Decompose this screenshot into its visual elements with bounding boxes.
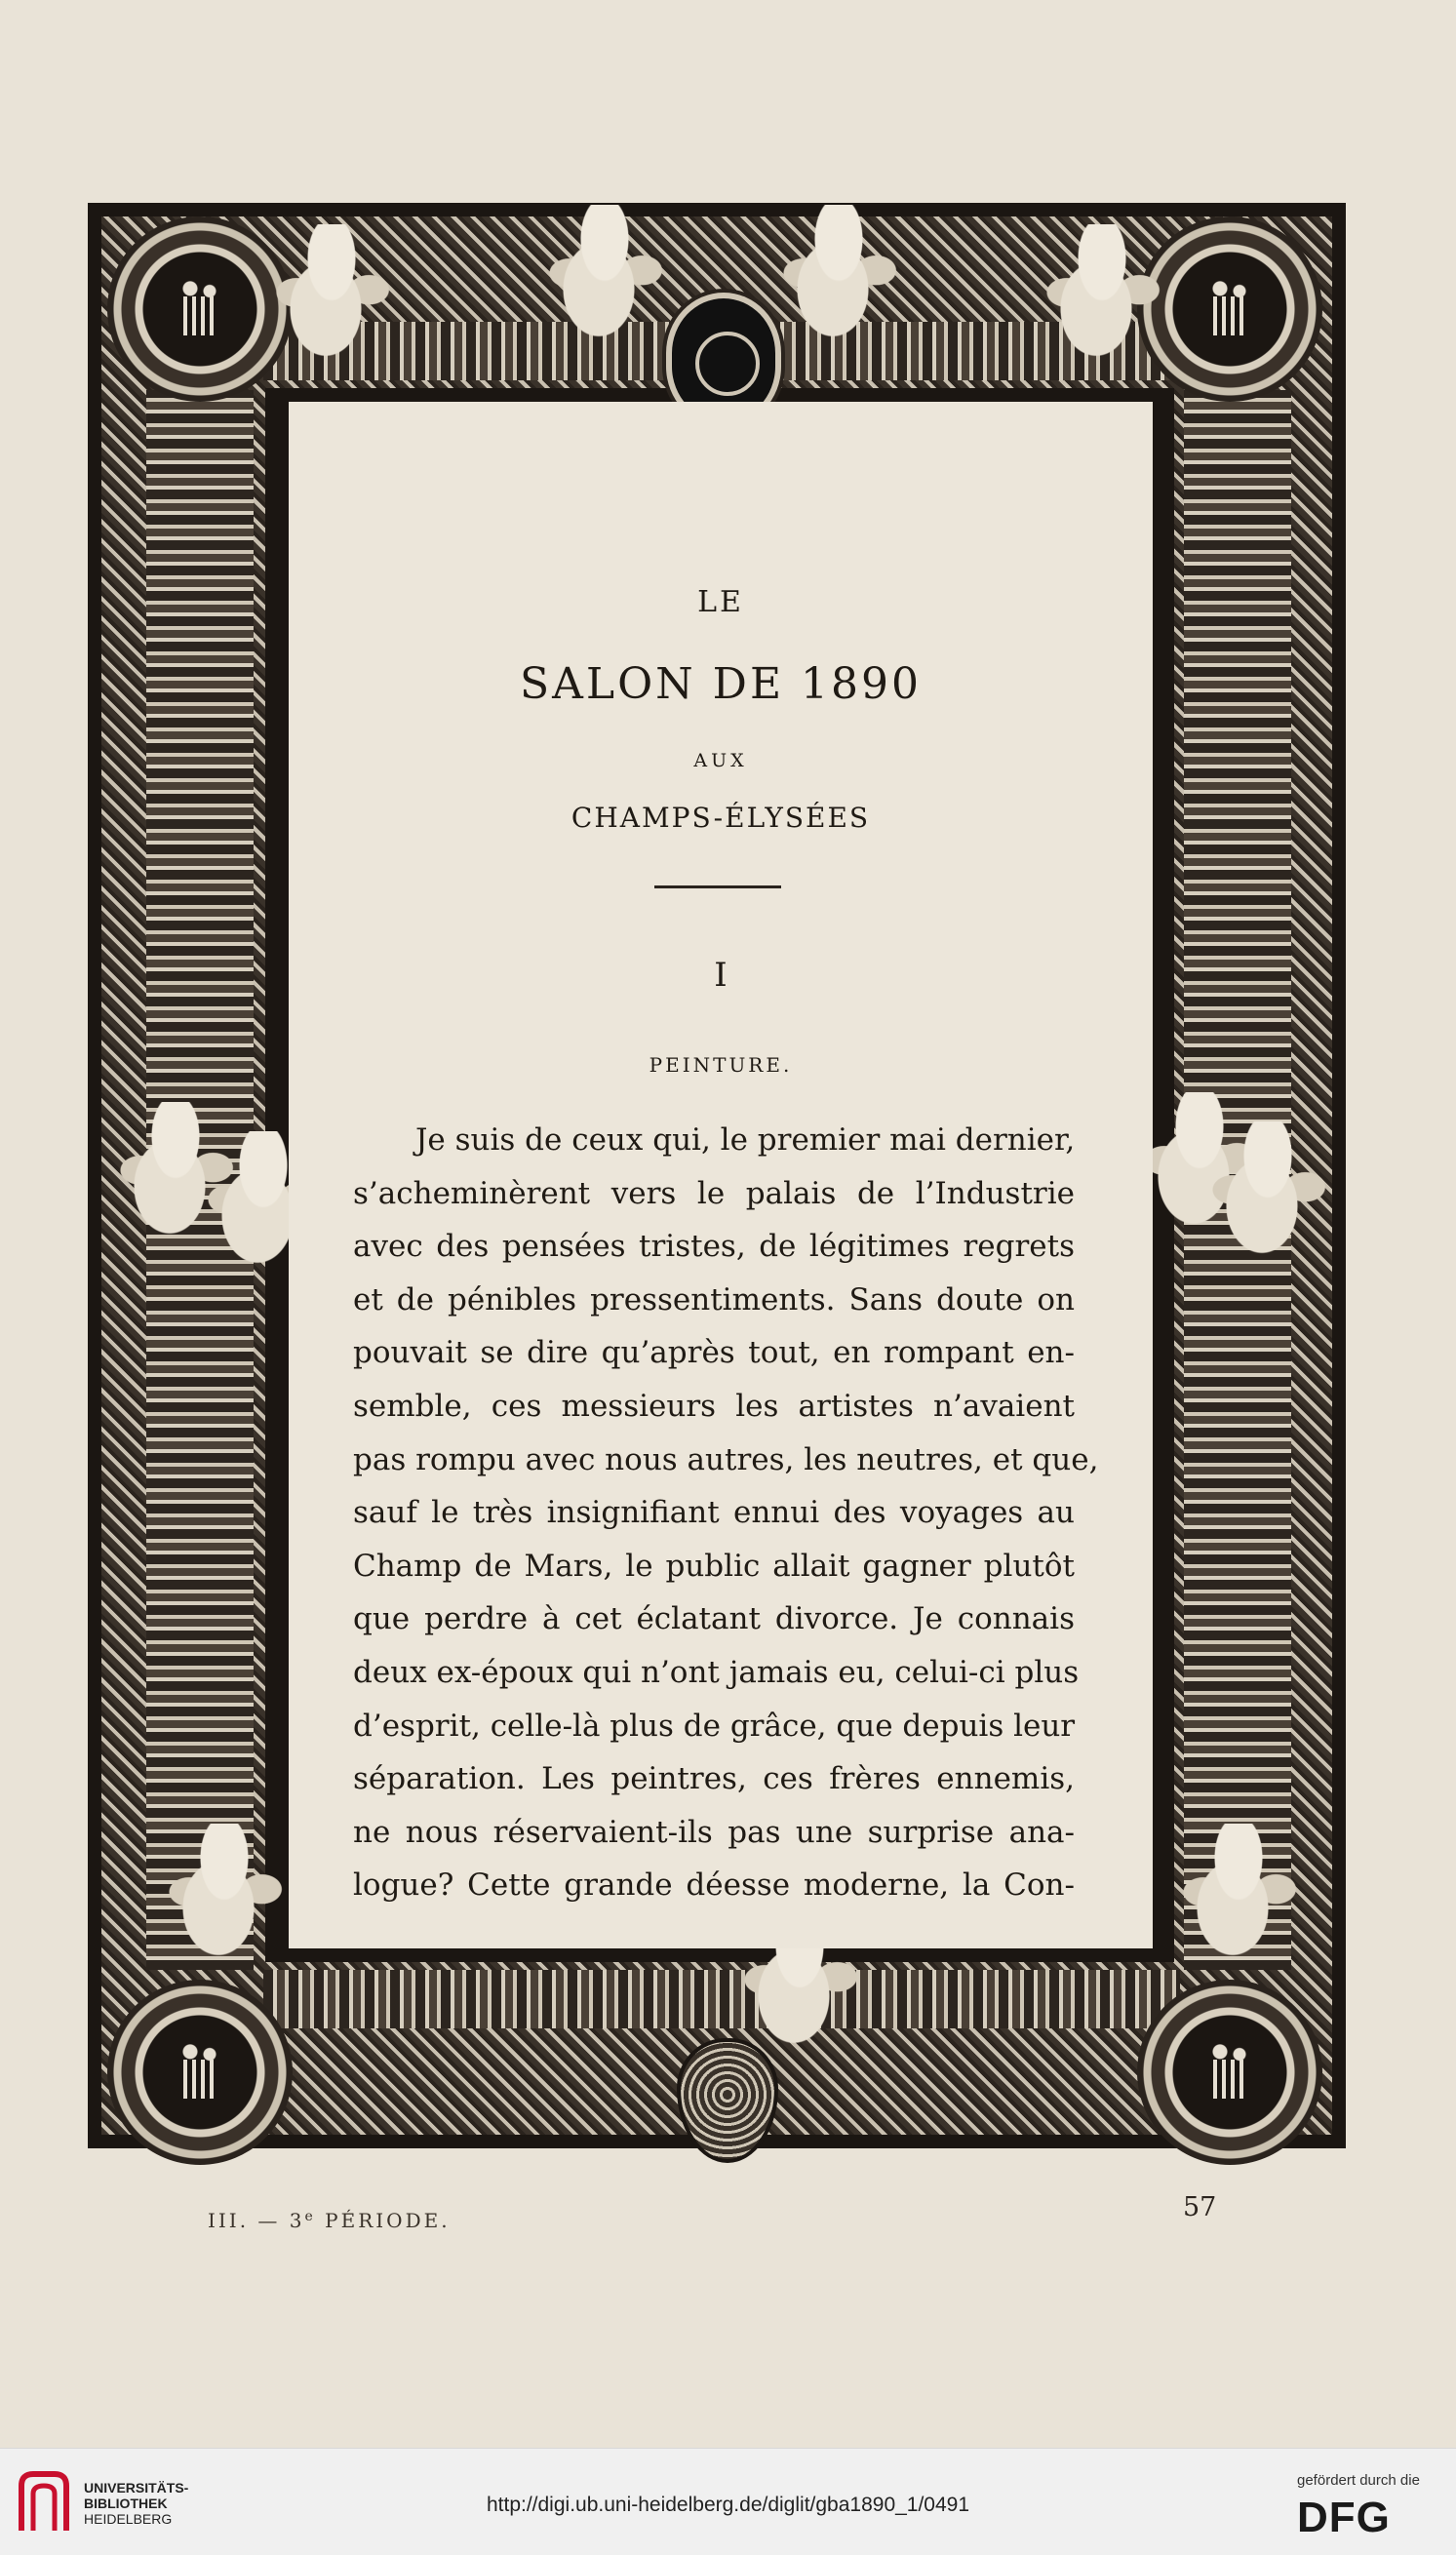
heading-aux: AUX [693,750,748,771]
permalink-url[interactable]: http://digi.ub.uni-heidelberg.de/diglit/gba1890_1/0491 [486,2494,970,2516]
text-line: deux ex-époux qui n’ont jamais eu, celui-ci plus [353,1654,1080,1690]
text-line: logue? Cette grande déesse moderne, la Con- [353,1867,1075,1904]
text-line: séparation. Les peintres, ces frères ennemis, [353,1761,1075,1797]
text-line: d’esprit, celle-là plus de grâce, que depuis leur [353,1708,1076,1744]
figures-icon [176,2040,224,2104]
library-name-line: BIBLIOTHEK [84,2496,168,2511]
viewer-footer-bar [0,2448,1456,2555]
heading-le: LE [697,585,744,619]
frame-band-bottom [263,1970,1180,2028]
cherub-illustration [546,205,663,341]
text-line: Champ de Mars, le public allait gagner plutôt [353,1548,1075,1584]
section-title: PEINTURE. [649,1053,793,1077]
cherub-illustration [273,224,390,361]
figures-icon [176,277,224,341]
medallion-top-left [107,216,293,402]
page-title: SALON DE 1890 [519,659,923,709]
text-line: semble, ces messieurs les artistes n’avaient [353,1388,1075,1424]
text-line: Je suis de ceux qui, le premier mai dernier, [415,1122,1076,1158]
medallion-bottom-right [1137,1980,1322,2165]
medallion-bottom-left [107,1980,293,2165]
text-line: pouvait se dire qu’après tout, en rompant en- [353,1335,1075,1371]
cherub-illustration [1180,1824,1297,1960]
text-line: pas rompu avec nous autres, les neutres, et que, [353,1441,1099,1477]
figures-icon [1205,2040,1254,2104]
cherub-illustration [1209,1121,1326,1258]
footer-periode: PÉRIODE. [315,2209,451,2232]
library-name-line: HEIDELBERG [84,2511,173,2527]
text-line: s’acheminèrent vers le palais de l’Industrie [353,1175,1075,1211]
title-rule [654,885,781,888]
text-line: que perdre à cet éclatant divorce. Je connais [353,1601,1075,1637]
text-line: sauf le très insignifiant ennui des voyages au [353,1495,1075,1531]
library-name-line: UNIVERSITÄTS- [84,2480,189,2496]
monogram-icon [695,332,760,396]
body-text [353,1114,1099,1912]
cherub-illustration [166,1824,283,1960]
figures-icon [1205,277,1254,341]
cherub-illustration [1043,224,1161,361]
text-line: et de pénibles pressentiments. Sans doute on [353,1281,1075,1317]
running-footer [208,2209,451,2232]
page-subtitle: CHAMPS-ÉLYSÉES [571,802,871,834]
text-line: ne nous réservaient-ils pas une surprise ana- [353,1814,1075,1850]
page-number: 57 [1183,2192,1217,2222]
cherub-illustration [780,205,897,341]
funding-caption: gefördert durch die [1297,2472,1420,2489]
medallion-top-right [1137,216,1322,402]
text-line: avec des pensées tristes, de légitimes regrets [353,1229,1075,1265]
footer-volume: III. — 3 [208,2209,305,2232]
section-number: I [714,956,728,995]
footer-volume-sup: e [304,2209,316,2224]
dfg-logo[interactable]: DFG [1297,2494,1391,2541]
